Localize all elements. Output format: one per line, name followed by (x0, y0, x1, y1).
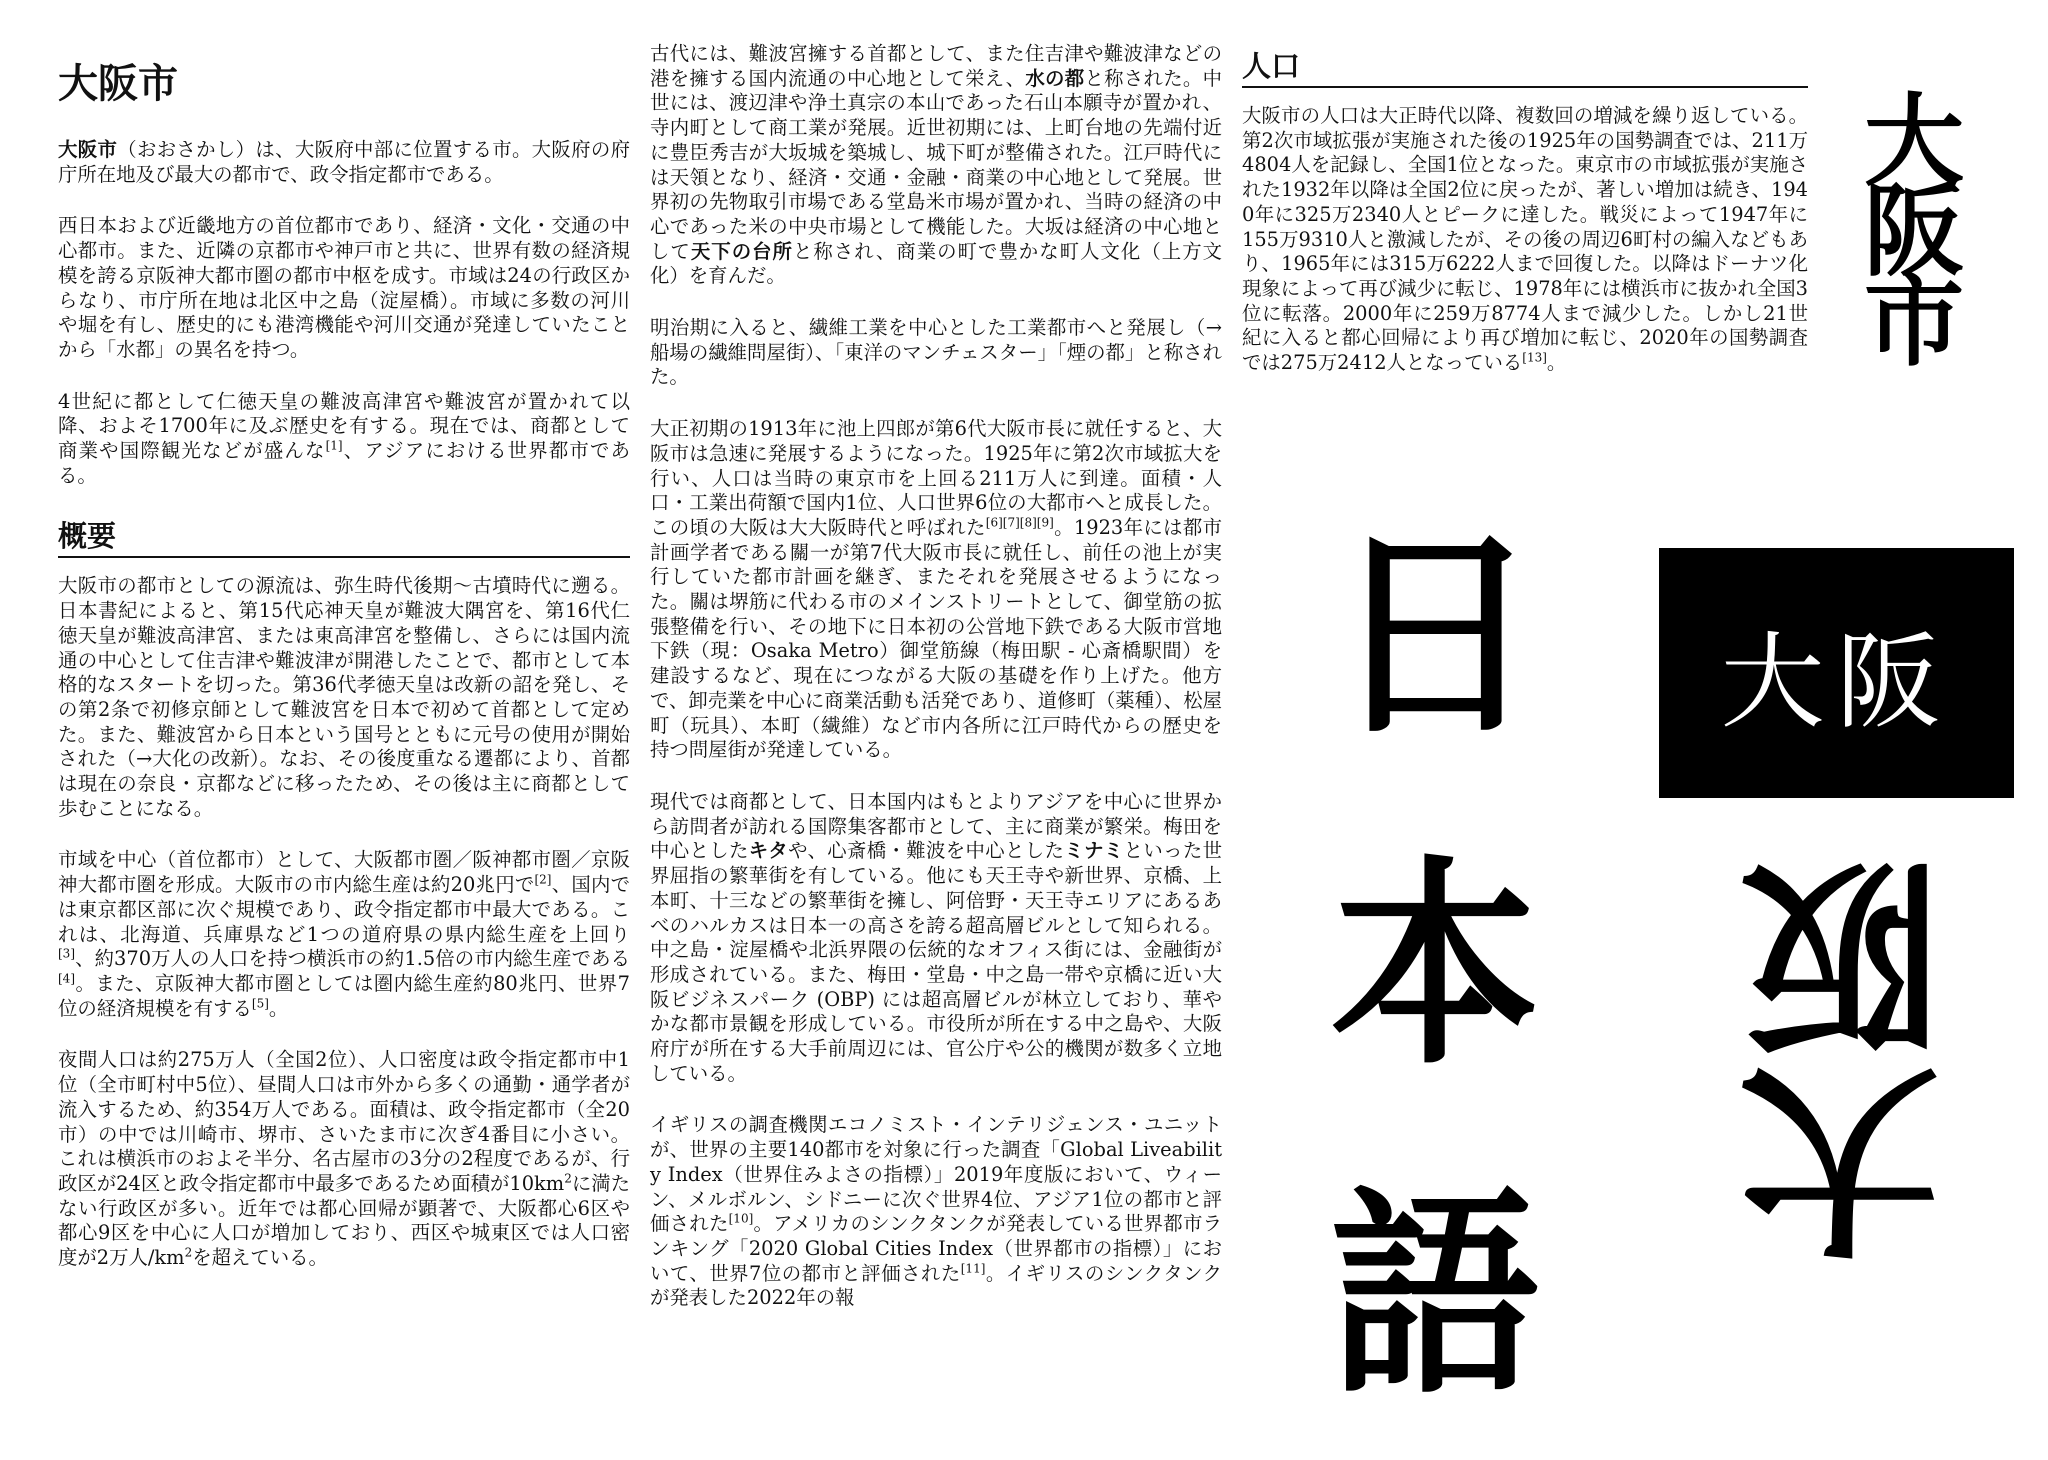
boxed-osaka-label: 大阪 (1659, 548, 2014, 798)
citation-link[interactable]: [13] (1522, 350, 1547, 365)
citation-link[interactable]: [6][7][8][9] (985, 515, 1054, 530)
citation-link[interactable]: [2] (534, 872, 552, 887)
bold-term: ミナミ (1064, 839, 1124, 863)
history-paragraph-2: 明治期に入ると、繊維工業を中心とした工業都市へと発展し（→船場の繊維問屋街）、「東洋のマンチェスター」「煙の都」と称された。 (650, 316, 1222, 389)
citation-link[interactable]: [1] (325, 438, 343, 453)
calligraphy-char: 本 (1330, 835, 1540, 1094)
overview-paragraph-1: 大阪市の都市としての源流は、弥生時代後期〜古墳時代に遡る。日本書紀によると、第15代応神天皇が難波大隅宮を、第16代仁徳天皇が難波高津宮、または東高津宮を整備し、さらには国内流通の中心として住吉津や難波津が開港したことで、都市として本格的なスタートを切った。第36代孝徳天皇は改新の詔を発し、その第2条で初修京師として難波宮を日本で初めて首都として定めた。また、難波宮から日本という国号とともに元号の使用が開始された（→大化の改新）。なお、その後度重なる遷都により、首都は現在の奈良・京都などに移ったため、その後は主に商都として歩むことになる。 (58, 574, 630, 820)
citation-link[interactable]: [5] (251, 996, 269, 1011)
vertical-title-osaka-city: 大阪市 (1847, 88, 1964, 358)
bold-term: 天下の台所 (690, 239, 793, 263)
citation-link[interactable]: [4] (58, 971, 75, 986)
history-paragraph-5: イギリスの調査機関エコノミスト・インテリジェンス・ユニットが、世界の主要140都市を対象に行った調査「Global Liveability Index（世界住みよさの指標）」2019年度版において、ウィーン、メルボルン、シドニーに次ぐ世界4位、アジア1位の都市と評価された[10]。アメリカのシンクタンクが発表している世界都市ランキング「2020 Global Cities Index（世界都市の指標）」において、世界7位の都市と評価された[11]。イギリスのシンクタンクが発表した2022年の報 (650, 1113, 1222, 1310)
citation-link[interactable]: [10] (728, 1211, 754, 1226)
history-paragraph-3: 大正初期の1913年に池上四郎が第6代大阪市長に就任すると、大阪市は急速に発展するようになった。1925年に第2次市域拡大を行い、人口は当時の東京市を上回る211万人に到達。面積・人口・工業出荷額で国内1位、人口世界6位の大都市へと成長した。この頃の大阪は大大阪時代と呼ばれた[6][7][8][9]。1923年には都市計画学者である關一が第7代大阪市長に就任し、前任の池上が実行していた都市計画を継ぎ、またそれを発展させるようになった。關は堺筋に代わる市のメインストリートとして、御堂筋の拡張整備を行い、その地下に日本初の公営地下鉄である大阪市営地下鉄（現：Osaka Metro）御堂筋線（梅田駅 - 心斎橋駅間）を建設するなど、現在につながる大阪の基礎を作り上げた。他方で、卸売業を中心に商業活動も活発であり、道修町（薬種）、松屋町（玩具）、本町（繊維）など市内各所に江戸時代からの歴史を持つ問屋街が発達している。 (650, 417, 1222, 762)
middle-column (650, 0, 1222, 1311)
bold-term: 水の都 (1025, 66, 1085, 90)
superscript: 2 (564, 1171, 572, 1186)
population-paragraph: 大阪市の人口は大正時代以降、複数回の増減を繰り返している。第2次市域拡張が実施された後の1925年の国勢調査では、211万4804人を記録し、全国1位となった。東京市の市域拡張が実施された1932年以降は全国2位に戻ったが、著しい増加は続き、1940年に325万2340人とピークに達した。戦災によって1947年に155万9310人と激減したが、その後の周辺6町村の編入などもあり、1965年には315万6222人まで回復した。以降はドーナツ化現象によって再び減少に転じ、1978年には横浜市に抜かれ全国3位に転落。2000年に259万8774人まで減少した。しかし21世紀に入ると都心回帰により再び増加に転じ、2020年の国勢調査では275万2412人となっている[13]。 (1242, 104, 1808, 375)
page-title: 大阪市 (58, 61, 178, 107)
history-paragraph-4: 現代では商都として、日本国内はもとよりアジアを中心に世界から訪問者が訪れる国際集客都市として、主に商業が繁栄。梅田を中心としたキタや、心斎橋・難波を中心としたミナミといった世界屈指の繁華街を有している。他にも天王寺や新世界、京橋、上本町、十三などの繁華街を擁し、阿倍野・天王寺エリアにあるあべのハルカスは日本一の高さを誇る超高層ビルとして知られる。中之島・淀屋橋や北浜界隈の伝統的なオフィス街には、金融街が形成されている。また、梅田・堂島・中之島一帯や京橋に近い大阪ビジネスパーク (OBP) には超高層ビルが林立しており、華やかな都市景観を形成している。市役所が所在する中之島や、大阪府庁が所在する大手前周辺には、官公庁や公的機関が数多く立地している。 (650, 789, 1223, 1085)
intro-paragraph-3: 4世紀に都として仁徳天皇の難波高津宮や難波宮が置かれて以降、およそ1700年に及ぶ歴史を有する。現在では、商都として商業や国際観光などが盛んな[1]、アジアにおける世界都市である。 (58, 389, 630, 487)
overview-paragraph-3: 夜間人口は約275万人（全国2位）、人口密度は政令指定都市中1位（全市町村中5位）、昼間人口は市外から多くの通勤・通学者が流入するため、約354万人である。面積は、政令指定都市（全20市）の中では川崎市、堺市、さいたま市に次ぎ4番目に小さい。これは横浜市のおよそ半分、名古屋市の3分の2程度であるが、行政区が24区と政令指定都市中最多であるため面積が$10km^2$に満たない行政区が多い。近年では都心回帰が顕著で、大阪都心6区や都心9区を中心に人口が増加しており、西区や城東区では人口密度が2万人$/km^2$を超えている。 (58, 1048, 631, 1270)
left-column (58, 0, 630, 1271)
bold-term: 大阪市 (58, 138, 118, 161)
calligraphy-nihongo (1326, 470, 1545, 1460)
calligraphy-char: 阪 (1740, 835, 1941, 1070)
section-heading-overview: 概要 (58, 516, 630, 558)
history-paragraph-1: 古代には、難波宮擁する首都として、また住吉津や難波津などの港を擁する国内流通の中心地として栄え、水の都と称された。中世には、渡辺津や浄土真宗の本山であった石山本願寺が置かれ、寺内町として商工業が発展。近世初期には、上町台地の先端付近に豊臣秀吉が大坂城を築城し、城下町が整備された。江戸時代には天領となり、経済・交通・金融・商業の中心地として発展。世界初の先物取引市場である堂島米市場が置かれ、当時の経済の中心であった米の中央市場として機能した。大坂は経済の中心地として天下の台所と称され、商業の町で豊かな町人文化（上方文化）を育んだ。 (650, 42, 1223, 288)
citation-link[interactable]: [3] (58, 946, 75, 961)
section-heading-population: 人口 (1242, 46, 1808, 88)
calligraphy-char: 語 (1330, 1165, 1540, 1424)
intro-paragraph-2: 西日本および近畿地方の首位都市であり、経済・文化・交通の中心都市。また、近隣の京都市や神戸市と共に、世界有数の経済規模を誇る京阪神大都市圏の都市中枢を成す。市域は24の行政区からなり、市庁所在地は北区中之島（淀屋橋）。市域に多数の河川や堀を有し、歴史的にも港湾機能や河川交通が発達していたことから「水都」の異名を持つ。 (58, 214, 630, 361)
citation-link[interactable]: [11] (960, 1261, 986, 1276)
rotated-osaka-calligraphy (1720, 835, 1960, 1275)
superscript: 2 (184, 1245, 193, 1260)
calligraphy-char: 大 (1740, 1040, 1941, 1275)
calligraphy-char: 日 (1330, 505, 1540, 764)
intro-paragraph-1: 大阪市（おおさかし）は、大阪府中部に位置する市。大阪府の府庁所在地及び最大の都市で、政令指定都市である。 (58, 138, 631, 186)
bold-term: キタ (748, 839, 789, 863)
right-column (1242, 0, 1808, 376)
overview-paragraph-2: 市域を中心（首位都市）として、大阪都市圏／阪神都市圏／京阪神大都市圏を形成。大阪市の市内総生産は約20兆円で[2]、国内では東京都区部に次ぐ規模であり、政令指定都市中最大である。これは、北海道、兵庫県など1つの道府県の県内総生産を上回り[3]、約370万人の人口を持つ横浜市の約1.5倍の市内総生産である[4]。また、京阪神大都市圏としては圏内総生産約80兆円、世界7位の経済規模を有する[5]。 (58, 848, 630, 1020)
